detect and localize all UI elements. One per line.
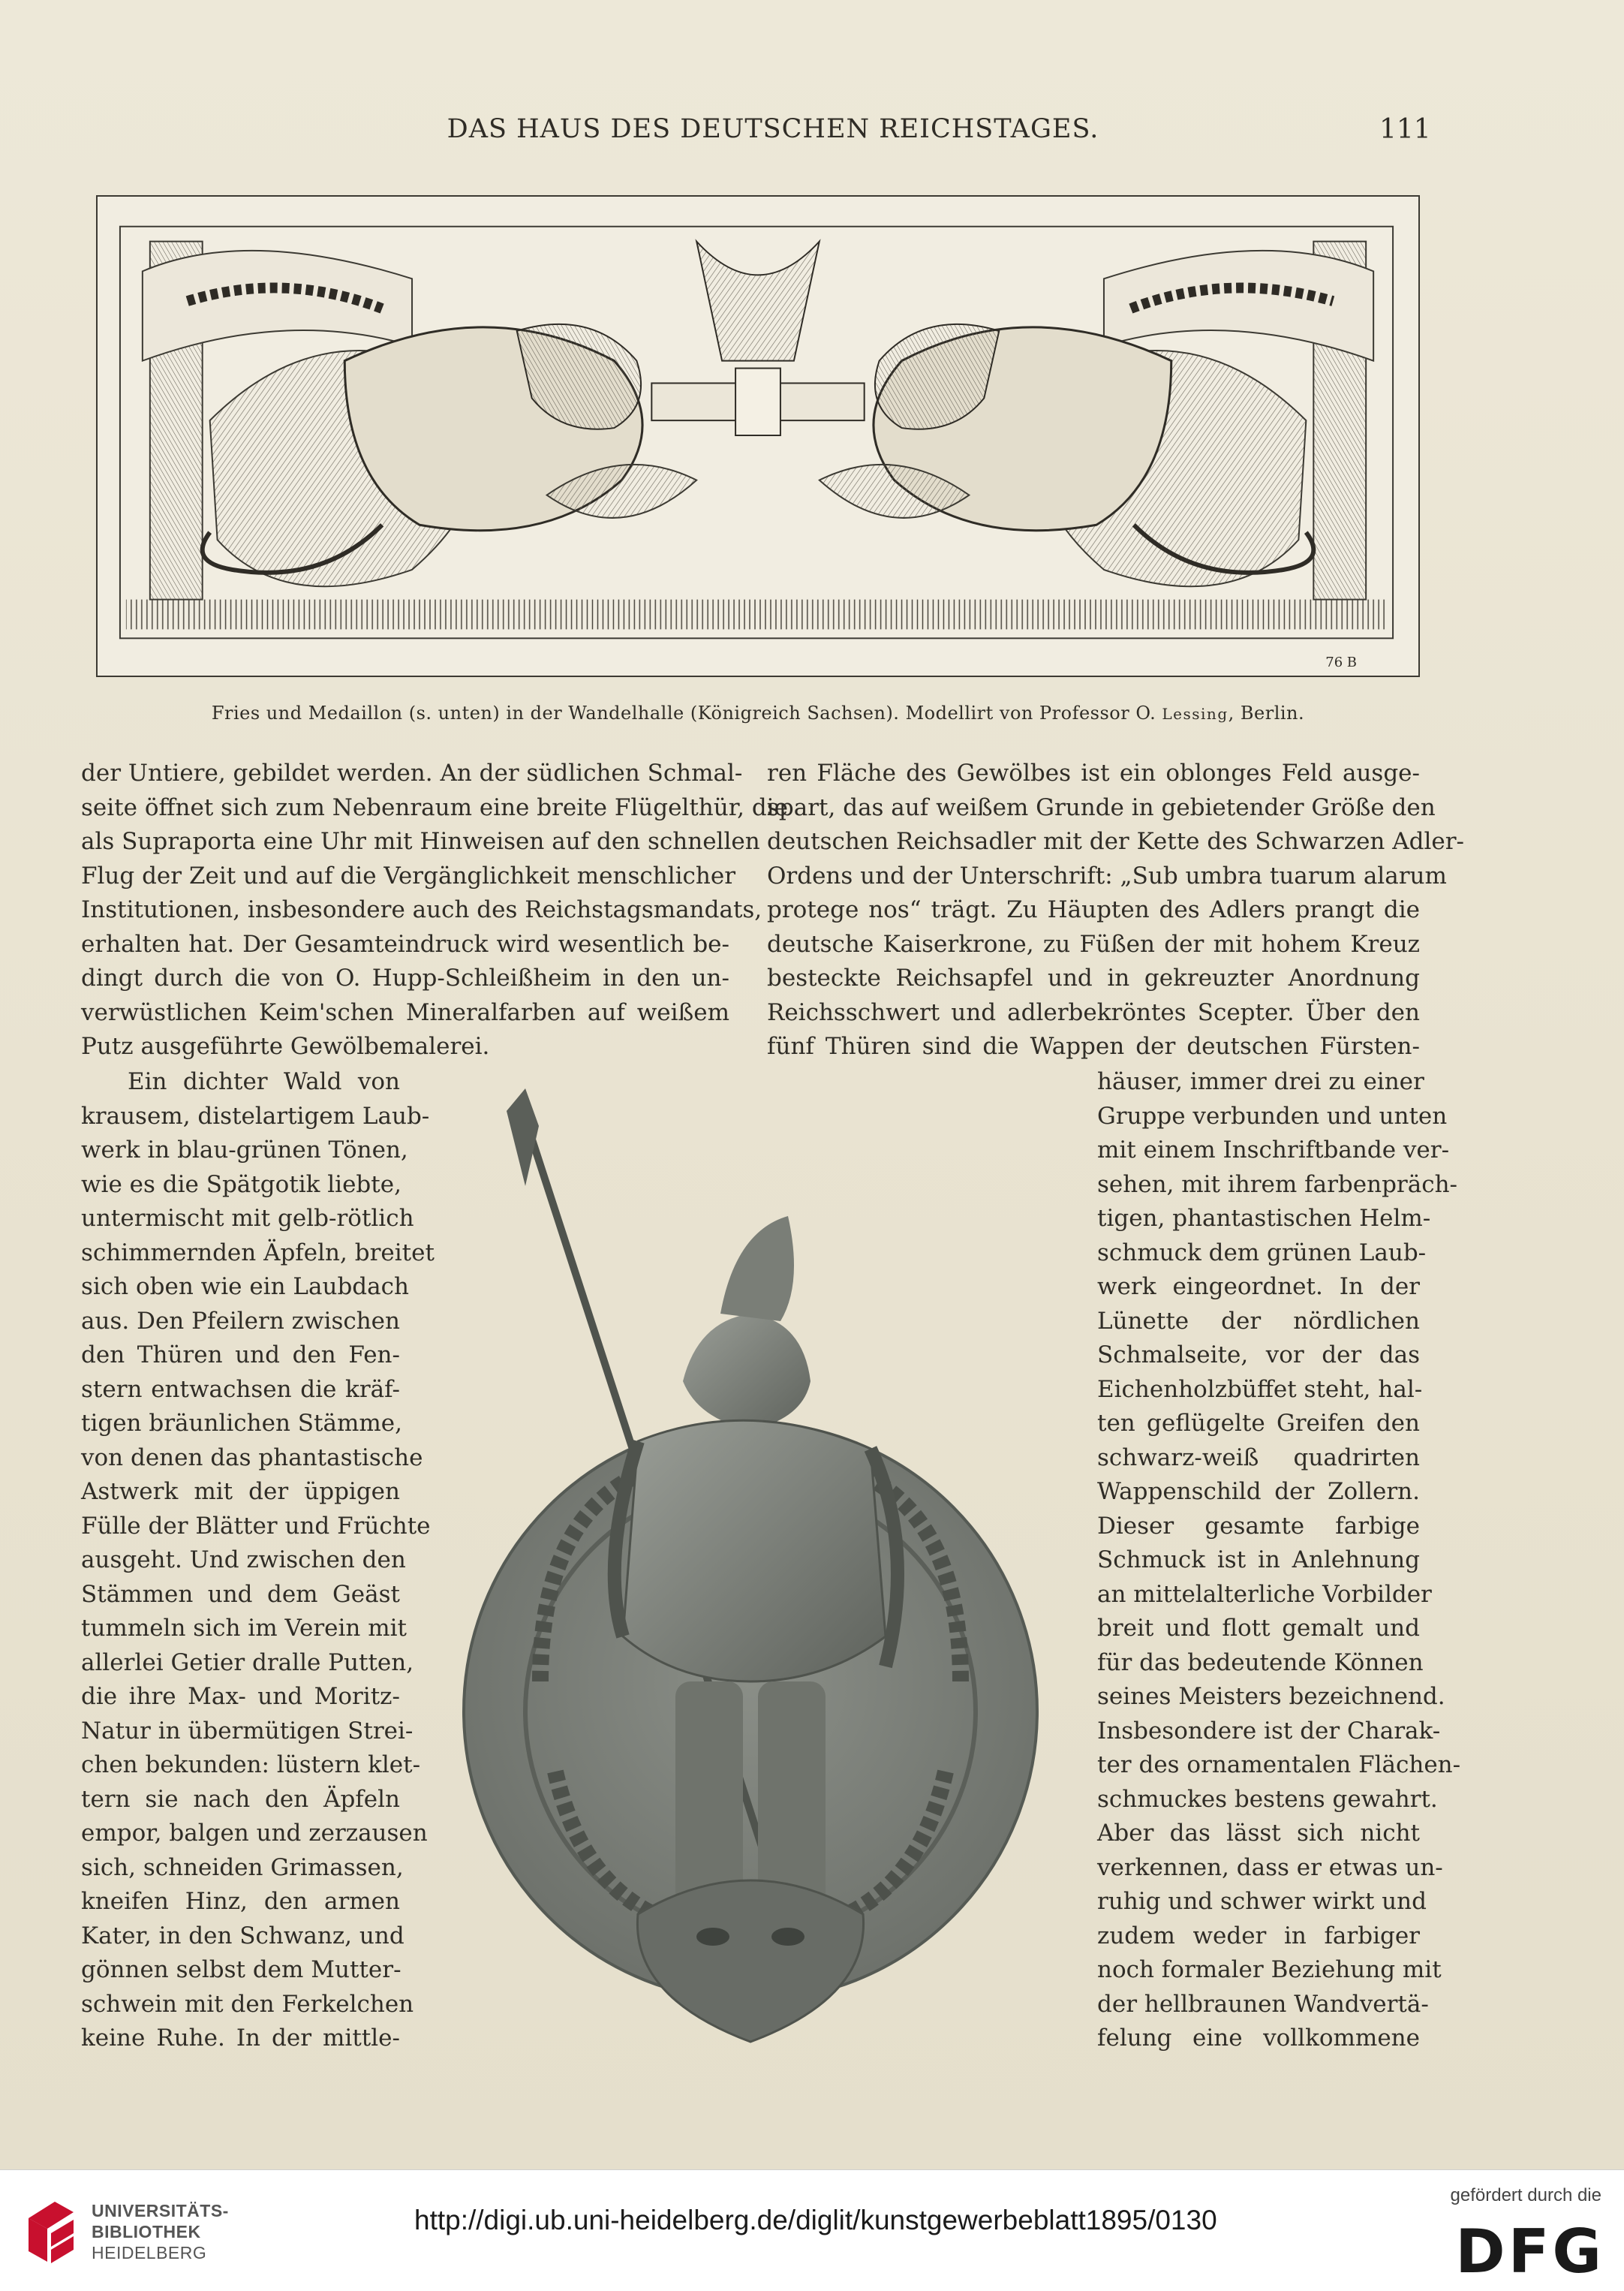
text-line: dingt durch die von O. Hupp-Schleißheim in den un- xyxy=(81,965,729,992)
text-line: ruhig und schwer wirkt und xyxy=(1097,1888,1427,1915)
text-line: den Thüren und den Fen- xyxy=(81,1341,400,1368)
permalink-url[interactable]: http://digi.ub.uni-heidelberg.de/diglit/kunstgewerbeblatt1895/0130 xyxy=(414,2205,1217,2235)
text-line: Schmuck ist in Anlehnung xyxy=(1097,1546,1420,1573)
text-line: Eichenholzbüffet steht, hal- xyxy=(1097,1375,1423,1403)
text-line: seite öffnet sich zum Nebenraum eine breite Flügelthür, die xyxy=(81,793,788,821)
text-line: tern sie nach den Äpfeln xyxy=(81,1785,400,1813)
text-line: schmuckes bestens gewahrt. xyxy=(1097,1785,1438,1813)
text-line: für das bedeutende Können xyxy=(1097,1648,1424,1676)
text-line: noch formaler Beziehung mit xyxy=(1097,1956,1442,1983)
text-line: tigen bräunlichen Stämme, xyxy=(81,1410,402,1437)
left-column-narrow xyxy=(81,1065,435,2056)
right-column-top xyxy=(767,757,1465,1064)
text-line: sich oben wie ein Laubdach xyxy=(81,1273,409,1300)
text-line: werk eingeordnet. In der xyxy=(1097,1273,1420,1300)
text-line: tigen, phantastischen Helm- xyxy=(1097,1205,1431,1232)
text-line: kneifen Hinz, den armen xyxy=(81,1888,400,1915)
text-line: ten geflügelte Greifen den xyxy=(1097,1410,1420,1437)
text-line: Lünette der nördlichen xyxy=(1097,1307,1420,1335)
text-line: mit einem Inschriftbande ver- xyxy=(1097,1136,1450,1164)
frieze-illustration xyxy=(96,195,1420,677)
text-line: deutschen Reichsadler mit der Kette des Schwarzen Adler- xyxy=(767,828,1465,855)
text-line: Flug der Zeit und auf die Vergänglichkeit menschlicher xyxy=(81,862,736,890)
text-line: an mittelalterliche Vorbilder xyxy=(1097,1580,1432,1608)
library-name xyxy=(92,2200,229,2263)
text-line: wie es die Spätgotik liebte, xyxy=(81,1170,401,1198)
text-line: untermischt mit gelb-rötlich xyxy=(81,1205,414,1232)
text-line: Institutionen, insbesondere auch des Reichstagsmandats, xyxy=(81,896,762,923)
text-line: Ordens und der Unterschrift: „Sub umbra tuarum alarum xyxy=(767,862,1447,890)
text-line: protege nos“ trägt. Zu Häupten des Adlers prangt die xyxy=(767,896,1420,923)
text-line: Aber das lässt sich nicht xyxy=(1097,1820,1420,1847)
text-line: Astwerk mit der üppigen xyxy=(81,1478,400,1505)
figure-caption xyxy=(96,703,1420,724)
text-line: spart, das auf weißem Grunde in gebietender Größe den xyxy=(767,793,1436,821)
library-name-line: UNIVERSITÄTS- xyxy=(92,2201,229,2220)
text-line: werk in blau-grünen Tönen, xyxy=(81,1136,408,1164)
text-line: keine Ruhe. In der mittle- xyxy=(81,2025,400,2052)
text-line: deutsche Kaiserkrone, zu Füßen der mit hohem Kreuz xyxy=(767,930,1420,958)
text-line: schwein mit den Ferkelchen xyxy=(81,1990,414,2018)
left-column-top xyxy=(81,757,788,1064)
medallion-illustration xyxy=(450,1096,1036,2049)
text-line: Schmalseite, vor der das xyxy=(1097,1341,1420,1368)
text-line: Kater, in den Schwanz, und xyxy=(81,1922,404,1949)
text-line: besteckte Reichsapfel und in gekreuzter Anordnung xyxy=(767,965,1420,992)
text-line: Reichsschwert und adlerbekröntes Scepter. Über den xyxy=(767,998,1420,1026)
text-line: krausem, distelartigem Laub- xyxy=(81,1102,430,1130)
caption-artist-name: Lessing xyxy=(1162,705,1229,723)
library-name-line: BIBLIOTHEK xyxy=(92,2222,201,2241)
text-line: die ihre Max- und Moritz- xyxy=(81,1683,400,1710)
text-line: schimmernden Äpfeln, breitet xyxy=(81,1239,435,1266)
text-line: seines Meisters bezeichnend. xyxy=(1097,1683,1445,1710)
digitization-footer xyxy=(0,2169,1624,2291)
text-line: ausgeht. Und zwischen den xyxy=(81,1546,406,1573)
library-logo-icon xyxy=(21,2196,81,2265)
text-line: empor, balgen und zerzausen xyxy=(81,1820,428,1847)
funding-note: gefördert durch die xyxy=(1450,2185,1601,2205)
text-line: Dieser gesamte farbige xyxy=(1097,1512,1420,1540)
right-column-narrow xyxy=(1097,1065,1461,2056)
svg-text:76 B: 76 B xyxy=(1325,655,1358,671)
text-line: Putz ausgeführte Gewölbemalerei. xyxy=(81,1033,490,1060)
dfg-logo: DFG xyxy=(1455,2217,1604,2286)
text-line: Wappenschild der Zollern. xyxy=(1097,1478,1420,1505)
text-line: verwüstlichen Keim'schen Mineralfarben auf weißem xyxy=(81,998,729,1026)
text-line: von denen das phantastische xyxy=(81,1444,423,1471)
page-number: 111 xyxy=(1379,114,1431,145)
library-name-line: HEIDELBERG xyxy=(92,2243,207,2262)
caption-text: Fries und Medaillon (s. unten) in der Wandelhalle (Königreich Sachsen). Modellirt von Professor O. xyxy=(211,703,1162,724)
text-line: Stämmen und dem Geäst xyxy=(81,1580,400,1608)
text-line: schmuck dem grünen Laub- xyxy=(1097,1239,1427,1266)
text-line: Ein dichter Wald von xyxy=(128,1068,400,1095)
text-line: chen bekunden: lüstern klet- xyxy=(81,1751,421,1778)
text-line: häuser, immer drei zu einer xyxy=(1097,1068,1424,1095)
text-line: tummeln sich im Verein mit xyxy=(81,1615,408,1642)
text-line: Natur in übermütigen Strei- xyxy=(81,1717,414,1745)
text-line: erhalten hat. Der Gesamteindruck wird wesentlich be- xyxy=(81,930,729,958)
text-line: der hellbraunen Wandvertä- xyxy=(1097,1990,1429,2018)
text-line: der Untiere, gebildet werden. An der südlichen Schmal- xyxy=(81,760,743,787)
text-line: Insbesondere ist der Charak- xyxy=(1097,1717,1441,1745)
text-line: sehen, mit ihrem farbenpräch- xyxy=(1097,1170,1458,1198)
caption-tail: , Berlin. xyxy=(1228,703,1305,724)
text-line: Gruppe verbunden und unten xyxy=(1097,1102,1448,1130)
text-line: Fülle der Blätter und Früchte xyxy=(81,1512,431,1540)
text-line: schwarz-weiß quadrirten xyxy=(1097,1444,1420,1471)
text-line: verkennen, dass er etwas un- xyxy=(1097,1853,1443,1881)
text-line: ter des ornamentalen Flächen- xyxy=(1097,1751,1461,1778)
frieze-drawing xyxy=(98,197,1418,676)
text-line: allerlei Getier dralle Putten, xyxy=(81,1648,414,1676)
text-line: als Supraporta eine Uhr mit Hinweisen auf den schnellen xyxy=(81,828,760,855)
text-line: stern entwachsen die kräf- xyxy=(81,1375,400,1403)
text-line: aus. Den Pfeilern zwischen xyxy=(81,1307,400,1335)
medallion-drawing xyxy=(450,1096,1036,2049)
text-line: ren Fläche des Gewölbes ist ein oblonges Feld ausge- xyxy=(767,760,1420,787)
text-line: zudem weder in farbiger xyxy=(1097,1922,1420,1949)
text-line: breit und flott gemalt und xyxy=(1097,1615,1420,1642)
text-line: gönnen selbst dem Mutter- xyxy=(81,1956,401,1983)
text-line: felung eine vollkommene xyxy=(1097,2025,1420,2052)
text-line: sich, schneiden Grimassen, xyxy=(81,1853,404,1881)
text-line: fünf Thüren sind die Wappen der deutschen Fürsten- xyxy=(767,1033,1420,1060)
running-head: DAS HAUS DES DEUTSCHEN REICHSTAGES. xyxy=(447,114,1099,144)
